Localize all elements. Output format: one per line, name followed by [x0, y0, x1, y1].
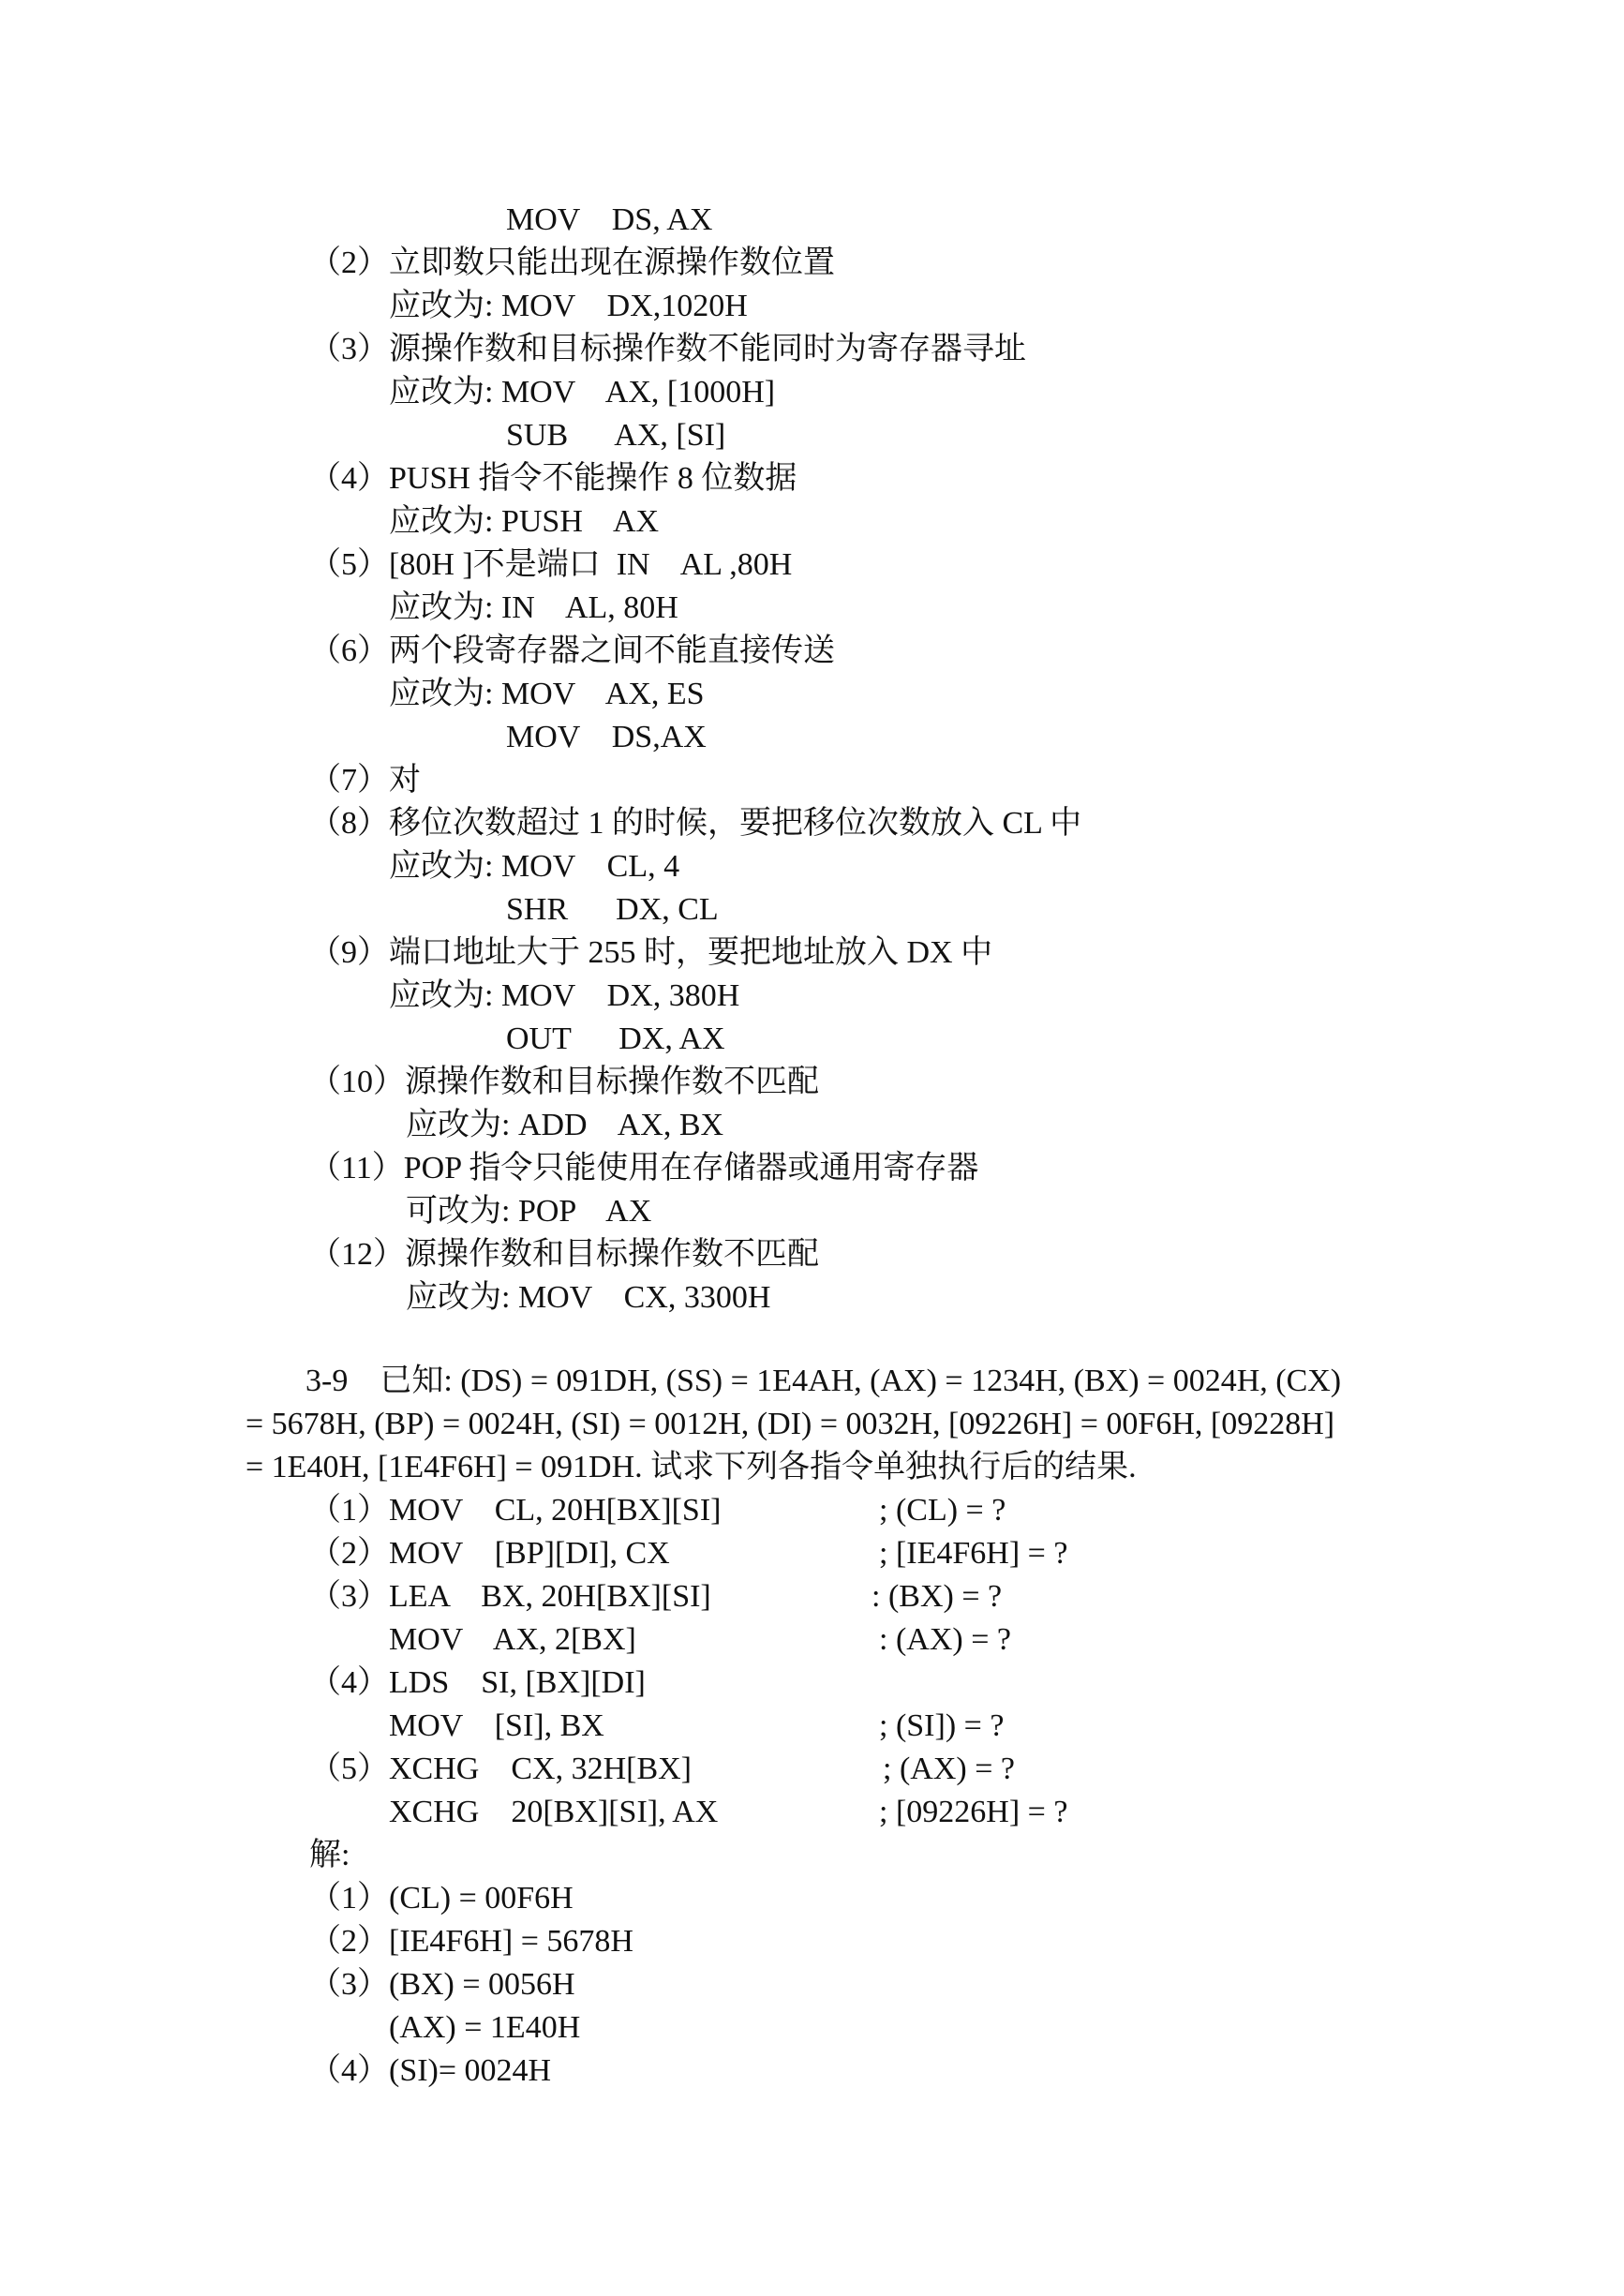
instruction-line: （2）MOV [BP][DI], CX	[309, 1536, 670, 1571]
instruction-line: MOV [SI], BX	[389, 1708, 604, 1743]
code-line: SUB AX, [SI]	[506, 418, 726, 453]
answer-line: (AX) = 1E40H	[389, 2010, 581, 2045]
correction-line: 应改为: PUSH AX	[389, 504, 660, 539]
instruction-comment: : (AX) = ?	[879, 1622, 1011, 1657]
item-heading: （6）两个段寄存器之间不能直接传送	[309, 634, 835, 668]
correction-line: 应改为: MOV AX, ES	[389, 677, 705, 711]
item-heading: （9）端口地址大于 255 时，要把地址放入 DX 中	[309, 935, 993, 970]
code-line: OUT DX, AX	[506, 1021, 725, 1056]
item-heading: （10）源操作数和目标操作数不匹配	[309, 1065, 819, 1099]
answer-line: （2）[IE4F6H] = 5678H	[309, 1924, 633, 1959]
instruction-comment: ; (CL) = ?	[879, 1493, 1006, 1528]
item-heading: （8）移位次数超过 1 的时候，要把移位次数放入 CL 中	[309, 806, 1082, 841]
answer-line: （4）(SI)= 0024H	[309, 2053, 552, 2088]
answer-line: （3）(BX) = 0056H	[309, 1967, 575, 2002]
item-heading: （5）[80H ]不是端口 IN AL ,80H	[309, 547, 793, 582]
solution-label: 解:	[309, 1838, 350, 1872]
item-heading: （4）PUSH 指令不能操作 8 位数据	[309, 461, 797, 496]
instruction-comment: ; (SI]) = ?	[879, 1708, 1005, 1743]
code-line: SHR DX, CL	[506, 892, 719, 927]
item-heading: （3）源操作数和目标操作数不能同时为寄存器寻址	[309, 332, 1026, 366]
instruction-line: （4）LDS SI, [BX][DI]	[309, 1665, 646, 1700]
problem-statement: = 1E40H, [1E4F6H] = 091DH. 试求下列各指令单独执行后的结果.	[246, 1450, 1137, 1484]
instruction-line: （3）LEA BX, 20H[BX][SI]	[309, 1579, 711, 1614]
correction-line: 应改为: MOV DX, 380H	[389, 978, 740, 1013]
problem-statement: 3-9 已知: (DS) = 091DH, (SS) = 1E4AH, (AX) = 1234H, (BX) = 0024H, (CX)	[305, 1364, 1342, 1398]
correction-line: 应改为: MOV AX, [1000H]	[389, 375, 776, 410]
instruction-comment: ; [IE4F6H] = ?	[879, 1536, 1068, 1571]
instruction-line: MOV AX, 2[BX]	[389, 1622, 636, 1657]
item-heading: （11）POP 指令只能使用在存储器或通用寄存器	[309, 1151, 979, 1185]
item-heading: （12）源操作数和目标操作数不匹配	[309, 1237, 819, 1272]
problem-statement: = 5678H, (BP) = 0024H, (SI) = 0012H, (DI) = 0032H, [09226H] = 00F6H, [09228H]	[246, 1407, 1335, 1441]
instruction-line: （1）MOV CL, 20H[BX][SI]	[309, 1493, 722, 1528]
correction-line: 应改为: MOV CX, 3300H	[406, 1280, 771, 1315]
code-line: MOV DS, AX	[506, 202, 713, 237]
instruction-comment: ; (AX) = ?	[883, 1752, 1015, 1786]
item-heading: （7）对	[309, 763, 421, 798]
correction-line: 应改为: IN AL, 80H	[389, 590, 678, 625]
instruction-comment: ; [09226H] = ?	[879, 1795, 1068, 1829]
instruction-line: XCHG 20[BX][SI], AX	[389, 1795, 719, 1829]
code-line: MOV DS,AX	[506, 720, 707, 754]
correction-line: 可改为: POP AX	[406, 1194, 652, 1229]
correction-line: 应改为: MOV CL, 4	[389, 849, 680, 884]
correction-line: 应改为: MOV DX,1020H	[389, 289, 748, 323]
instruction-line: （5）XCHG CX, 32H[BX]	[309, 1752, 692, 1786]
instruction-comment: : (BX) = ?	[872, 1579, 1003, 1614]
correction-line: 应改为: ADD AX, BX	[406, 1108, 724, 1142]
answer-line: （1）(CL) = 00F6H	[309, 1881, 574, 1916]
item-heading: （2）立即数只能出现在源操作数位置	[309, 246, 835, 280]
